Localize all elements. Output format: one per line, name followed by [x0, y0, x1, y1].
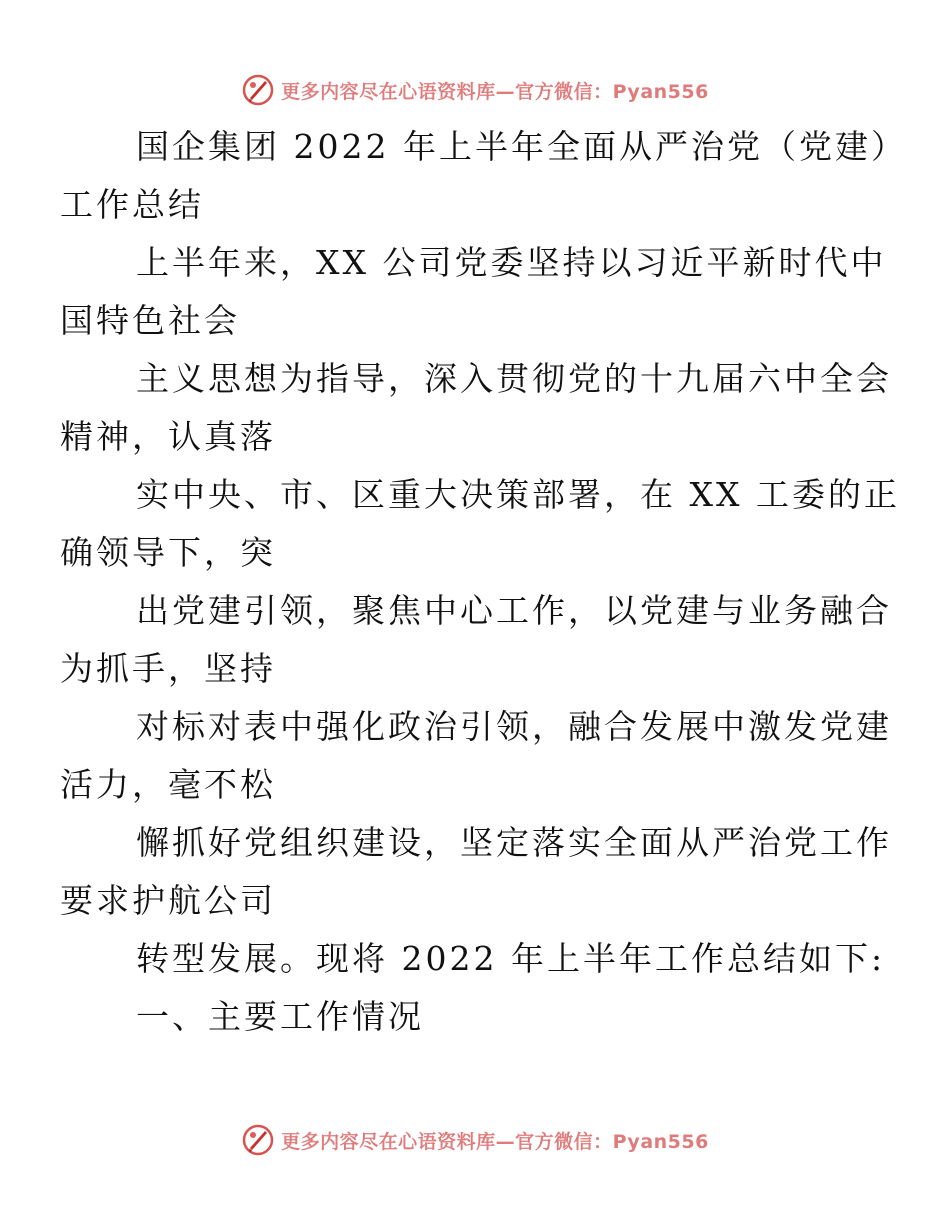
paragraph — [60, 350, 892, 466]
quill-pen-logo-icon — [241, 73, 275, 107]
paragraph-line: 确领导下，突 — [60, 533, 276, 572]
paragraph-line: 实中央、市、区重大决策部署，在 XX 工委的正 — [136, 475, 900, 514]
paragraph-line: 上半年来，XX 公司党委坚持以习近平新时代中 — [136, 243, 887, 282]
paragraph-line: 懈抓好党组织建设，坚定落实全面从严治党工作 — [136, 823, 892, 862]
paragraph-line: 为抓手，坚持 — [60, 649, 276, 688]
paragraph-line: 精神，认真落 — [60, 417, 276, 456]
paragraph — [60, 466, 900, 582]
paragraph — [60, 814, 892, 930]
paragraph-line: 国特色社会 — [60, 301, 240, 340]
paragraph — [60, 582, 892, 698]
paragraph-line: 转型发展。现将 2022 年上半年工作总结如下: — [136, 939, 886, 978]
paragraph-line: 主义思想为指导，深入贯彻党的十九届六中全会 — [136, 359, 892, 398]
paragraph-line: 出党建引领，聚焦中心工作，以党建与业务融合 — [136, 591, 892, 630]
paragraph — [98, 930, 886, 988]
paragraph-line: 要求护航公司 — [60, 881, 276, 920]
paragraph-line: 一、主要工作情况 — [136, 997, 424, 1036]
paragraph-line: 对标对表中强化政治引领，融合发展中激发党建 — [136, 707, 892, 746]
watermark-text: 更多内容尽在心语资料库—官方微信：Pyan556 — [281, 80, 709, 103]
header-watermark — [0, 70, 950, 110]
paragraph-line: 活力，毫不松 — [60, 765, 276, 804]
quill-pen-logo-icon — [241, 1123, 275, 1157]
paragraph-title — [60, 118, 907, 234]
watermark-text: 更多内容尽在心语资料库—官方微信：Pyan556 — [281, 1130, 709, 1153]
footer-watermark — [0, 1120, 950, 1160]
paragraph — [60, 234, 887, 350]
section-heading — [98, 988, 858, 1046]
paragraph — [60, 698, 892, 814]
paragraph-line: 国企集团 2022 年上半年全面从严治党（党建） — [136, 127, 907, 166]
document-body — [60, 118, 907, 1046]
paragraph-line: 工作总结 — [60, 185, 204, 224]
